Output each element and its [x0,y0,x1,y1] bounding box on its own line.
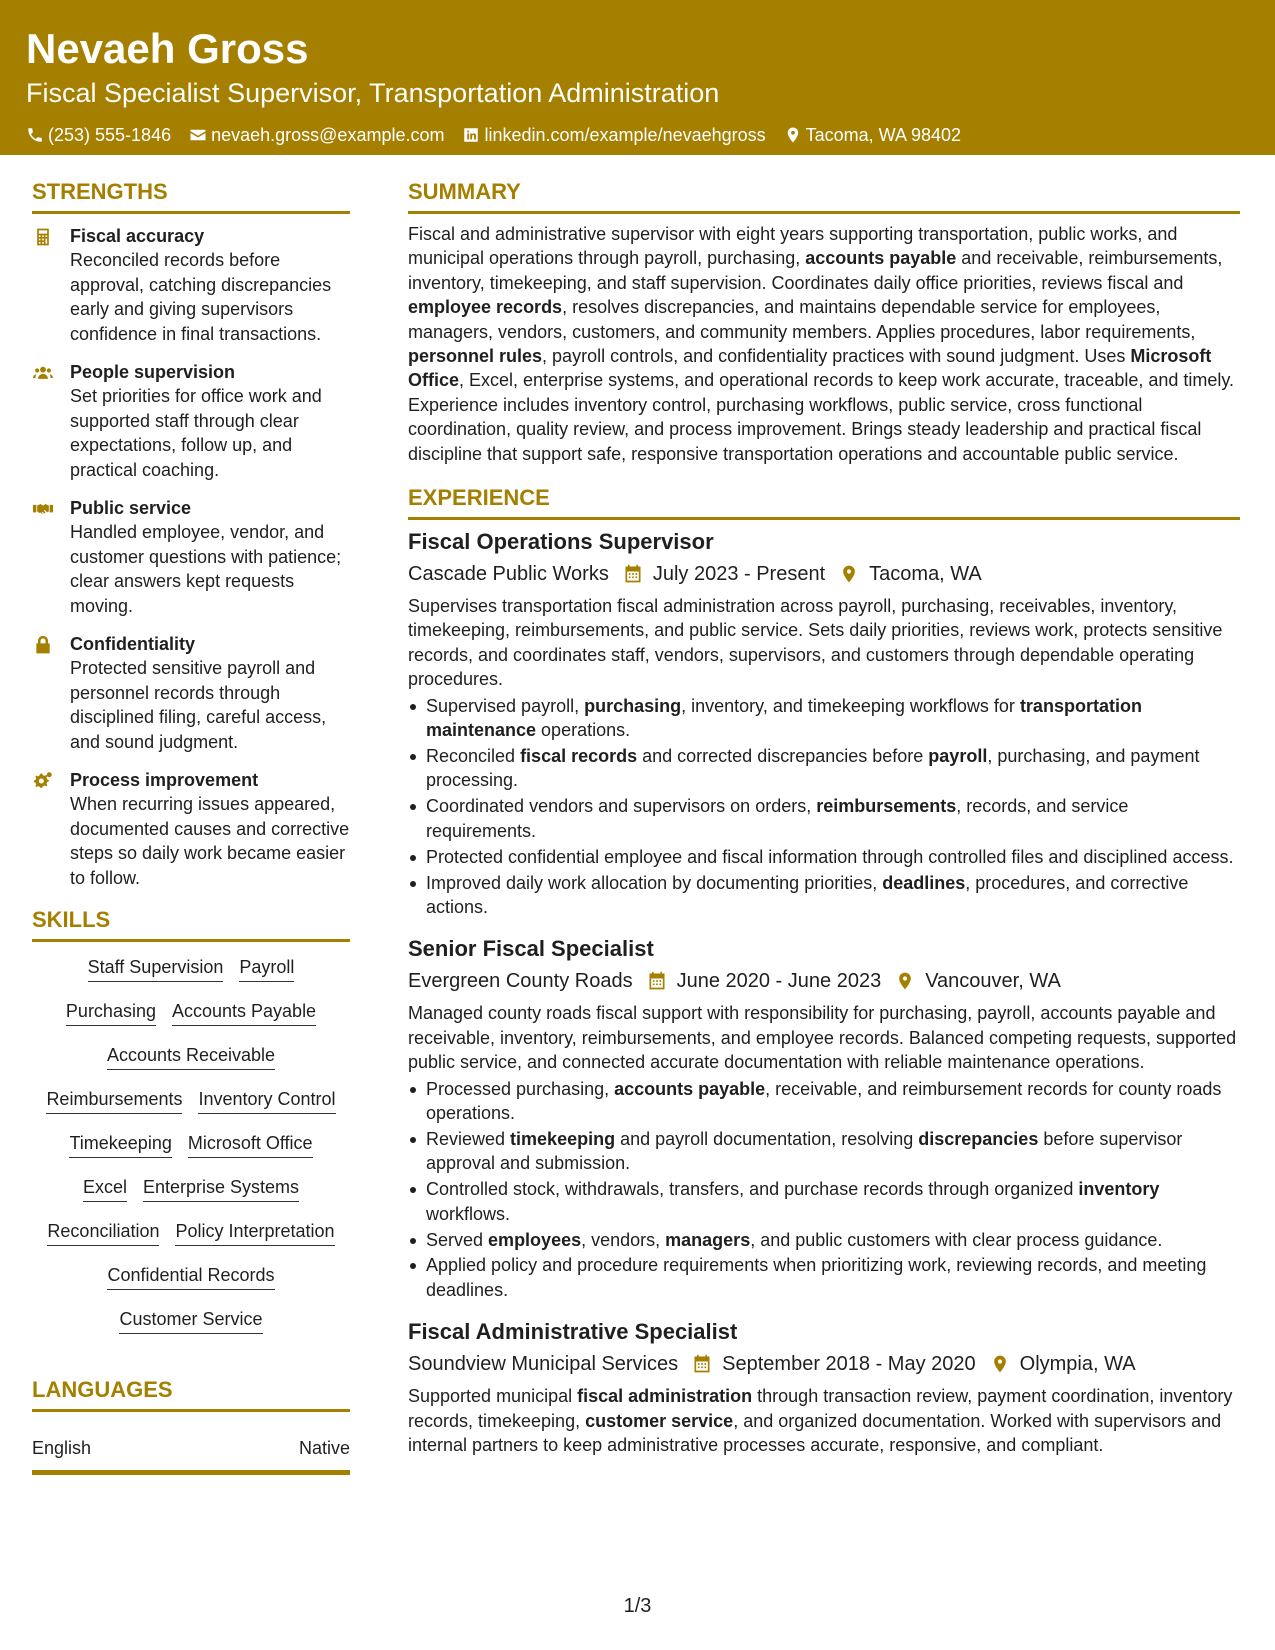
contact-bar [26,123,1249,147]
job-location: Olympia, WA [1019,1353,1136,1376]
job-dates: September 2018 - May 2020 [722,1353,976,1376]
job-title: Fiscal Operations Supervisor [408,529,714,555]
job-company: Cascade Public Works [408,563,609,586]
bullet-item: Protected confidential employee and fiscal information through controlled files and disciplined access. [408,845,1240,869]
candidate-name: Nevaeh Gross [26,25,309,72]
summary-text: Fiscal and administrative supervisor with eight years supporting transportation, public works, and municipal operations through payroll, purchasing, accounts payable and receivable, reimbursements, inventory, timekeeping, and staff supervision. Coordinates daily office priorities, reviews fiscal and employee records, resolves discrepancies, and maintains dependable service for employees, managers, vendors, customers, and community members. Applies procedures, labor requirements, personnel rules, payroll controls, and confidentiality practices with sound judgment. Uses Microsoft Office, Excel, enterprise systems, and operational records to keep work accurate, traceable, and timely. Experience includes inventory control, purchasing workflows, public service, cross functional coordination, quality review, and process improvement. Brings steady leadership and practical fiscal discipline that support safe, responsive transportation operations and accountable public service. [408,224,1235,464]
strength-title: Process improvement [70,770,259,790]
phone-icon [26,126,44,144]
skill-row [32,1176,350,1202]
contact-linkedin-text: linkedin.com/example/nevaehgross [484,125,766,145]
skill-row [32,1132,350,1158]
job-bullets [408,694,1240,920]
map-pin-icon [784,126,802,144]
users-icon [32,363,54,383]
job-location: Vancouver, WA [925,970,1061,993]
map-pin-icon [839,564,859,584]
strength-title: Fiscal accuracy [70,226,205,246]
job-location: Tacoma, WA [869,563,982,586]
skills-list [32,956,350,1334]
skill-row [32,1264,350,1290]
contact-phone[interactable] [26,123,171,147]
job-entry [408,1318,1240,1457]
job-dates: July 2023 - Present [652,563,826,586]
skill-tag: Policy Interpretation [175,1220,334,1246]
job-description: Supported municipal fiscal administration through transaction review, payment coordination, inventory records, timekeeping, customer service, and organized documentation. Worked with supervisors and internal partners to keep administrative processes accurate, responsive, and compliant. [408,1386,1233,1456]
languages-heading: LANGUAGES [32,1376,350,1412]
skill-tag: Accounts Receivable [107,1044,275,1070]
strengths-heading: STRENGTHS [32,178,350,214]
skill-tag: Inventory Control [198,1088,335,1114]
skills-heading: SKILLS [32,906,350,942]
strength-title: People supervision [70,362,236,382]
experience-list [408,528,1240,1457]
strength-item [32,360,350,482]
job-description: Managed county roads fiscal support with responsibility for purchasing, payroll, accounts payable and receivable, inventory, reimbursements, and employee records. Balanced competing requests, supported public service, and connected accurate documentation with reliable maintenance operations. [408,1003,1237,1073]
handshake-icon [32,499,54,519]
job-bullets [408,1077,1240,1303]
strength-desc: Protected sensitive payroll and personnel records through disciplined filing, careful access, and sound judgment. [70,658,327,752]
job-company: Soundview Municipal Services [408,1353,679,1376]
skill-row [32,956,350,982]
skill-tag: Reimbursements [46,1088,182,1114]
strengths-list [32,224,350,890]
skill-tag: Payroll [239,956,294,982]
strength-desc: Handled employee, vendor, and customer questions with patience; clear answers kept requests moving. [70,522,342,616]
map-pin-icon [990,1354,1010,1374]
job-dates: June 2020 - June 2023 [676,970,882,993]
envelope-icon [189,126,207,144]
bullet-item: Reviewed timekeeping and payroll documentation, resolving discrepancies before supervisor approval and submission. [408,1127,1240,1176]
job-meta [408,967,1240,995]
strength-item [32,224,350,346]
skill-tag: Excel [83,1176,127,1202]
skill-tag: Timekeeping [69,1132,171,1158]
skill-row [32,1000,350,1026]
contact-email-text: nevaeh.gross@example.com [211,125,445,145]
skill-tag: Confidential Records [107,1264,274,1290]
contact-email[interactable] [189,123,444,147]
bullet-item: Applied policy and procedure requirements when prioritizing work, reviewing records, and meeting deadlines. [408,1253,1240,1302]
gears-icon [32,771,54,791]
calendar-icon [692,1354,712,1374]
job-entry [408,528,1240,919]
summary-heading: SUMMARY [408,178,1240,214]
strength-item [32,632,350,754]
bullet-item: Controlled stock, withdrawals, transfers, and purchase records through organized inventory workflows. [408,1177,1240,1226]
strength-title: Public service [70,498,192,518]
calculator-icon [32,227,54,247]
bullet-item: Reconciled fiscal records and corrected discrepancies before payroll, purchasing, and payment processing. [408,744,1240,793]
skill-tag: Purchasing [66,1000,156,1026]
strength-item [32,496,350,618]
skill-row [32,1220,350,1246]
contact-location [784,123,961,147]
bullet-item: Improved daily work allocation by documenting priorities, deadlines, procedures, and corrective actions. [408,871,1240,920]
language-item [32,1436,350,1475]
bullet-item: Served employees, vendors, managers, and public customers with clear process guidance. [408,1228,1240,1252]
job-title: Senior Fiscal Specialist [408,936,654,962]
contact-phone-text: (253) 555-1846 [48,125,172,145]
skill-row [32,1088,350,1114]
right-column [408,178,1240,1457]
job-meta [408,1350,1240,1378]
skill-tag: Microsoft Office [188,1132,313,1158]
left-column [32,178,350,1475]
skill-tag: Customer Service [119,1308,262,1334]
experience-heading: EXPERIENCE [408,484,1240,520]
contact-linkedin[interactable] [462,123,765,147]
strength-desc: Reconciled records before approval, catching discrepancies early and giving supervisors confidence in final transactions. [70,250,332,344]
job-meta [408,560,1240,588]
bullet-item: Supervised payroll, purchasing, inventory, and timekeeping workflows for transportation maintenance operations. [408,694,1240,743]
candidate-title: Fiscal Specialist Supervisor, Transportation Administration [26,78,720,108]
language-name: English [32,1438,92,1458]
skill-tag: Enterprise Systems [143,1176,299,1202]
skill-tag: Accounts Payable [172,1000,316,1026]
skill-tag: Reconciliation [47,1220,159,1246]
map-pin-icon [895,971,915,991]
strength-title: Confidentiality [70,634,195,654]
job-entry [408,935,1240,1302]
skill-row [32,1044,350,1070]
job-description: Supervises transportation fiscal administration across payroll, purchasing, receivables, inventory, timekeeping, reimbursements, and public service. Sets daily priorities, reviews work, protects sensitive records, and coordinates staff, vendors, supervisors, and customers through dependable operating procedures. [408,596,1223,690]
bullet-item: Coordinated vendors and supervisors on orders, reimbursements, records, and service requirements. [408,794,1240,843]
strength-desc: When recurring issues appeared, documented causes and corrective steps so daily work became easier to follow. [70,794,350,888]
calendar-icon [647,971,667,991]
strength-desc: Set priorities for office work and supported staff through clear expectations, follow up, and practical coaching. [70,386,322,480]
strength-item [32,768,350,890]
skill-row [32,1308,350,1334]
contact-location-text: Tacoma, WA 98402 [805,125,962,145]
resume-header [0,0,1275,155]
skill-tag: Staff Supervision [88,956,224,982]
job-company: Evergreen County Roads [408,970,633,993]
page-number: 1/3 [623,1595,652,1617]
calendar-icon [623,564,643,584]
bullet-item: Processed purchasing, accounts payable, receivable, and reimbursement records for county roads operations. [408,1077,1240,1126]
lock-icon [32,635,54,655]
job-title: Fiscal Administrative Specialist [408,1319,738,1345]
language-level: Native [298,1438,350,1458]
linkedin-icon [462,126,480,144]
